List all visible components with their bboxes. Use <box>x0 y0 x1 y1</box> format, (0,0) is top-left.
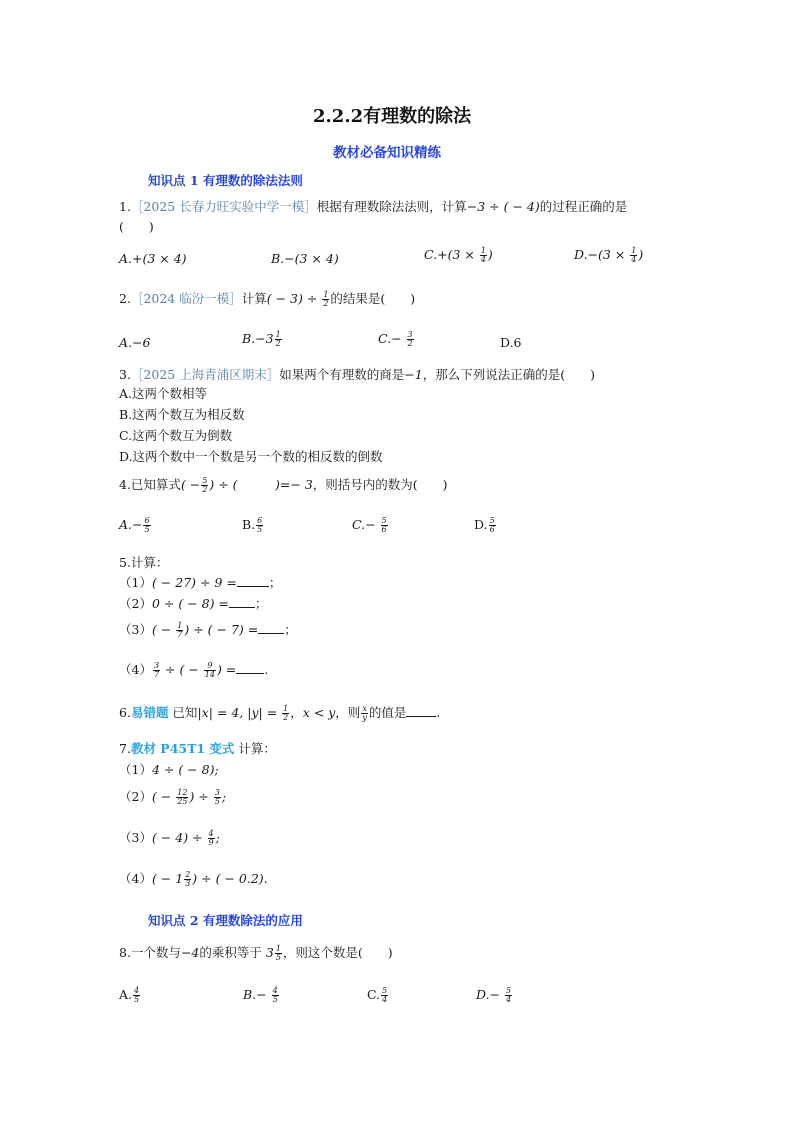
fraction: $\frac{3}{5}$ <box>214 788 220 806</box>
option-d: D.−(3 × $\frac{1}{4}$ ) <box>574 246 644 264</box>
sub-question-5-2: （2）0 ÷ ( − 8) = ； <box>119 596 268 611</box>
fraction: $\frac{6}{5}$ <box>257 516 263 534</box>
option-d: D.这两个数中一个数是另一个数的相反数的倒数 <box>119 449 383 464</box>
knowledge-point-2: 知识点 2 有理数除法的应用 <box>148 913 303 928</box>
knowledge-point-1: 知识点 1 有理数的除法法则 <box>148 173 303 188</box>
option-c: C. $\frac{5}{4}$ <box>367 986 388 1004</box>
sub-question-7-2: （2）( − $\frac{12}{25}$ ) ÷ $\frac{3}{5}$ ; <box>119 788 227 806</box>
answer-paren: ( ) <box>119 219 154 234</box>
sub-question-5-4: （4） $\frac{3}{7}$ ÷ ( − $\frac{9}{14}$ ) = . <box>119 661 269 679</box>
question-source: ［2024 临汾一模］ <box>130 291 242 306</box>
sub-question-5-1: （1）( − 27) ÷ 9 = ； <box>119 575 282 590</box>
option-a: A.− $\frac{6}{5}$ <box>119 516 150 534</box>
option-c: C.− $\frac{5}{6}$ <box>352 516 387 534</box>
option-a: A.+(3 × 4) <box>119 251 187 266</box>
option-d: D. $\frac{5}{6}$ <box>474 516 495 534</box>
option-b: B.− $\frac{4}{5}$ <box>243 986 278 1004</box>
option-d: D.− $\frac{5}{4}$ <box>476 986 512 1004</box>
sub-question-7-3: （3）( − 4) ÷ $\frac{4}{9}$ ; <box>119 829 220 847</box>
question-6: 6.易错题 已知|x| = 4, |y| = $\frac{1}{2}$ ，x < y，则 $\frac{x}{y}$ 的值是 . <box>119 704 441 722</box>
fraction: $\frac{1}{4}$ <box>631 246 637 264</box>
option-c: C.这两个数互为倒数 <box>119 428 233 443</box>
question-source: ［2025 上海青浦区期末］ <box>130 367 280 382</box>
question-5: 5.计算： <box>119 555 169 570</box>
option-d: D.6 <box>500 335 522 350</box>
option-a: A.−6 <box>119 335 151 350</box>
option-b: B. $\frac{6}{5}$ <box>242 516 263 534</box>
option-b: B.−3 $\frac{1}{2}$ <box>242 330 281 348</box>
fraction: $\frac{1}{7}$ <box>177 621 183 639</box>
answer-blank[interactable] <box>406 705 436 717</box>
question-4: 4.已知算式( − $\frac{5}{2}$ ) ÷ ( )=− 3，则括号内的数为( ) <box>119 476 448 494</box>
sub-question-7-1: （1）4 ÷ ( − 8); <box>119 762 219 777</box>
option-b: B.这两个数互为相反数 <box>119 407 245 422</box>
textbook-tag: 教材 P45T1 变式 <box>130 741 235 756</box>
option-c: C.+(3 × $\frac{1}{4}$ ) <box>424 246 493 264</box>
option-c: C.− $\frac{3}{2}$ <box>378 330 413 348</box>
fraction: $\frac{5}{6}$ <box>489 516 495 534</box>
fraction: $\frac{5}{2}$ <box>202 476 208 494</box>
fraction: $\frac{9}{14}$ <box>204 661 215 679</box>
answer-blank[interactable] <box>236 662 264 674</box>
answer-blank[interactable] <box>258 622 284 634</box>
answer-blank[interactable] <box>237 575 269 587</box>
fraction: $\frac{1}{2}$ <box>323 290 329 308</box>
fraction: $\frac{1}{4}$ <box>480 246 486 264</box>
question-8: 8.一个数与−4的乘积等于 3 $\frac{1}{5}$ ，则这个数是( ) <box>119 944 393 962</box>
fraction: $\frac{6}{5}$ <box>144 516 150 534</box>
answer-blank[interactable] <box>229 596 255 608</box>
option-a: A.这两个数相等 <box>119 386 208 401</box>
sub-question-5-3: （3）( − $\frac{1}{7}$ ) ÷ ( − 7) = ； <box>119 621 297 639</box>
fraction: $\frac{12}{25}$ <box>177 788 188 806</box>
question-source: ［2025 长春力旺实验中学一模］ <box>130 199 317 214</box>
question-1: 1.［2025 长春力旺实验中学一模］根据有理数除法法则，计算−3 ÷ ( − 4)的过程正确的是 <box>119 199 628 214</box>
fraction: $\frac{4}{9}$ <box>208 829 214 847</box>
option-a: A. $\frac{4}{5}$ <box>119 986 140 1004</box>
fraction: $\frac{2}{3}$ <box>185 870 191 888</box>
section-subtitle: 教材必备知识精练 <box>333 145 441 161</box>
fraction: $\frac{1}{5}$ <box>275 944 281 962</box>
fraction: $\frac{3}{7}$ <box>153 661 160 679</box>
page-title: 2.2.2有理数的除法 <box>313 106 472 127</box>
question-2: 2.［2024 临汾一模］计算( − 3) ÷ $\frac{1}{2}$ 的结果是( ) <box>119 290 416 308</box>
question-3: 3.［2025 上海青浦区期末］如果两个有理数的商是−1，那么下列说法正确的是( ) <box>119 367 595 382</box>
error-prone-tag: 易错题 <box>130 705 169 720</box>
option-b: B.−(3 × 4) <box>271 251 339 266</box>
fraction: $\frac{1}{2}$ <box>283 704 289 722</box>
sub-question-7-4: （4）( − 1 $\frac{2}{3}$ ) ÷ ( − 0.2). <box>119 870 268 888</box>
question-7: 7.教材 P45T1 变式 计算： <box>119 741 276 756</box>
fraction: $\frac{5}{6}$ <box>381 516 387 534</box>
fraction: $\frac{5}{4}$ <box>382 986 388 1004</box>
fraction: $\frac{4}{5}$ <box>134 986 140 1004</box>
fraction: $\frac{1}{2}$ <box>275 330 281 348</box>
fraction: $\frac{5}{4}$ <box>506 986 512 1004</box>
fraction: $\frac{4}{5}$ <box>272 986 278 1004</box>
fraction: $\frac{3}{2}$ <box>407 330 413 348</box>
fraction: $\frac{x}{y}$ <box>362 704 367 722</box>
